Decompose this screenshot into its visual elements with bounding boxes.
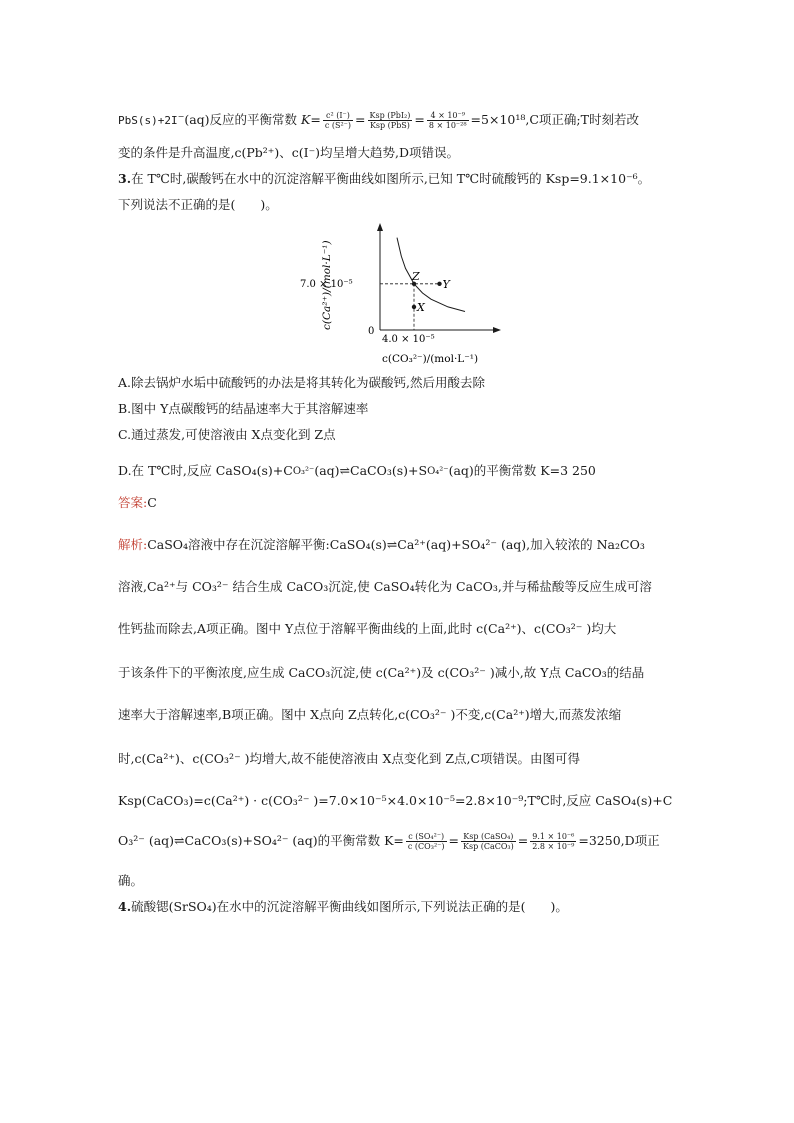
- origin-label: 0: [368, 326, 375, 337]
- point-y: [437, 282, 441, 286]
- p1-frac2: $\frac{\text{Ksp (PbI₂)}}{\text{Ksp (PbS)}}$: [369, 111, 411, 131]
- data-points: [411, 270, 452, 314]
- point-label-z: Z: [412, 269, 420, 283]
- q3-option-c: C.通过蒸发,可使溶液由 X点变化到 Z点: [118, 427, 336, 442]
- analysis-l8-text: O₃²⁻ (aq)⇌CaCO₃(s)+SO₄²⁻ (aq)的平衡常数 K=: [118, 833, 404, 848]
- q3-answer: [118, 494, 157, 512]
- p1-line2: 变的条件是升高温度,c(Pb²⁺)、c(I⁻)均呈增大趋势,D项错误。: [118, 145, 460, 160]
- analysis-line1: [118, 536, 645, 554]
- analysis-label: 解析:: [118, 537, 148, 552]
- optD-ion1: O₃²⁻: [292, 466, 315, 477]
- analysis-line3: 性钙盐而除去,A项正确。图中 Y点位于溶解平衡曲线的上面,此时 c(Ca²⁺)、c(CO₃²⁻ )均大: [118, 621, 617, 636]
- analysis-line6: 时,c(Ca²⁺)、c(CO₃²⁻ )均增大,故不能使溶液由 X点变化到 Z点,C项错误。由图可得: [118, 751, 581, 766]
- analysis-line9: 确。: [118, 873, 144, 888]
- optD-part2: (aq)⇌CaCO₃(s)+S: [314, 463, 428, 478]
- l8-frac1: $\frac{\text{c (SO₄²⁻)}}{\text{c (CO₃²⁻)}}$: [407, 832, 445, 851]
- p1-tail: =5×10¹⁸,C项正确;T时刻若改: [470, 112, 639, 128]
- solubility-curve: [397, 238, 465, 312]
- y-axis-title: c(Ca²⁺)/(mol·L⁻¹): [321, 240, 333, 330]
- answer-label: 答案:: [118, 495, 148, 510]
- analysis-line8: O₃²⁻ (aq)⇌CaCO₃(s)+SO₄²⁻ (aq)的平衡常数 K= $\frac{\text{c (SO₄²⁻)}}{\text{c (CO₃²⁻)}}$ = $\frac{\text{Ksp (CaSO₄)}}{\text{Ksp (CaCO₃)}}$ = $\frac{\text{9.1 × 10⁻⁶}}{\text{2.8 × 10⁻⁹}}$ =3250,D项正: [118, 832, 660, 851]
- x-tick-label: 4.0 × 10⁻⁵: [382, 334, 435, 345]
- answer-value: C: [147, 495, 157, 510]
- analysis-line4: 于该条件下的平衡浓度,应生成 CaCO₃沉淀,使 c(Ca²⁺)及 c(CO₃²⁻ )减小,故 Y点 CaCO₃的结晶: [118, 665, 645, 680]
- q3-text1: 在 T℃时,碳酸钙在水中的沉淀溶解平衡曲线如图所示,已知 T℃时硫酸钙的 Ksp=9.1×10⁻⁶。: [131, 171, 651, 186]
- q4-text: 硫酸锶(SrSO₄)在水中的沉淀溶解平衡曲线如图所示,下列说法正确的是( )。: [131, 899, 568, 914]
- l8-frac3: $\frac{\text{9.1 × 10⁻⁶}}{\text{2.8 × 10⁻⁹}}$: [532, 832, 575, 851]
- q3-number: 3.: [118, 171, 132, 186]
- point-label-y: Y: [442, 277, 450, 291]
- q3-chart: [296, 218, 526, 368]
- q4-number: 4.: [118, 899, 132, 914]
- analysis-line5: 速率大于溶解速率,B项正确。图中 X点向 Z点转化,c(CO₃²⁻ )不变,c(Ca²⁺)增大,而蒸发浓缩: [118, 707, 622, 722]
- point-label-x: X: [417, 300, 425, 314]
- q4-stem: [118, 898, 568, 916]
- p1-line1: PbS(s)+2I−(aq)反应的平衡常数 K= $\frac{\text{c² (I⁻)}}{\text{c (S²⁻)}}$ = $\frac{\text{Ksp (PbI₂)}}{\text{Ksp (PbS)}}$ = $\frac{\text{4 × 10⁻⁹}}{\text{8 × 10⁻²⁸}}$ =5×10¹⁸,C项正确;T时刻若改: [118, 111, 639, 131]
- p1-text-b: (aq)反应的平衡常数: [184, 112, 298, 128]
- p1-frac3: $\frac{\text{4 × 10⁻⁹}}{\text{8 × 10⁻²⁸}}$: [428, 111, 467, 131]
- analysis-text1: CaSO₄溶液中存在沉淀溶解平衡:CaSO₄(s)⇌Ca²⁺(aq)+SO₄²⁻ (aq),加入较浓的 Na₂CO₃: [147, 537, 645, 552]
- analysis-line7: Ksp(CaCO₃)=c(Ca²⁺) · c(CO₃²⁻ )=7.0×10⁻⁵×4.0×10⁻⁵=2.8×10⁻⁹;T℃时,反应 CaSO₄(s)+C: [118, 793, 673, 808]
- l8-frac2: $\frac{\text{Ksp (CaSO₄)}}{\text{Ksp (CaCO₃)}}$: [462, 832, 514, 851]
- q3-option-b: B.图中 Y点碳酸钙的结晶速率大于其溶解速率: [118, 401, 369, 416]
- optD-ion2: O₄²⁻: [427, 466, 449, 477]
- y-tick-label: 7.0 × 10⁻⁵: [300, 279, 353, 290]
- x-axis-title: c(CO₃²⁻)/(mol·L⁻¹): [382, 353, 479, 365]
- analysis-l8-tail: =3250,D项正: [578, 833, 660, 848]
- optD-part1: D.在 T℃时,反应 CaSO₄(s)+C: [118, 463, 293, 478]
- analysis-line2: 溶液,Ca²⁺与 CO₃²⁻ 结合生成 CaCO₃沉淀,使 CaSO₄转化为 CaCO₃,并与稀盐酸等反应生成可溶: [118, 579, 652, 594]
- q3-option-d: [118, 462, 596, 480]
- q3-stem-line2: 下列说法不正确的是( )。: [118, 197, 278, 212]
- x-axis-arrow: [493, 327, 501, 333]
- p1-frac1: $\frac{\text{c² (I⁻)}}{\text{c (S²⁻)}}$: [324, 111, 352, 131]
- p1-text-a: PbS(s)+2I: [118, 114, 178, 128]
- p1-k: K=: [301, 112, 321, 128]
- q3-stem-line1: [118, 170, 650, 188]
- y-axis-arrow: [377, 223, 383, 231]
- optD-part3: (aq)的平衡常数 K=3 250: [448, 463, 596, 478]
- q3-option-a: A.除去锅炉水垢中硫酸钙的办法是将其转化为碳酸钙,然后用酸去除: [118, 375, 485, 390]
- point-x: [412, 305, 416, 309]
